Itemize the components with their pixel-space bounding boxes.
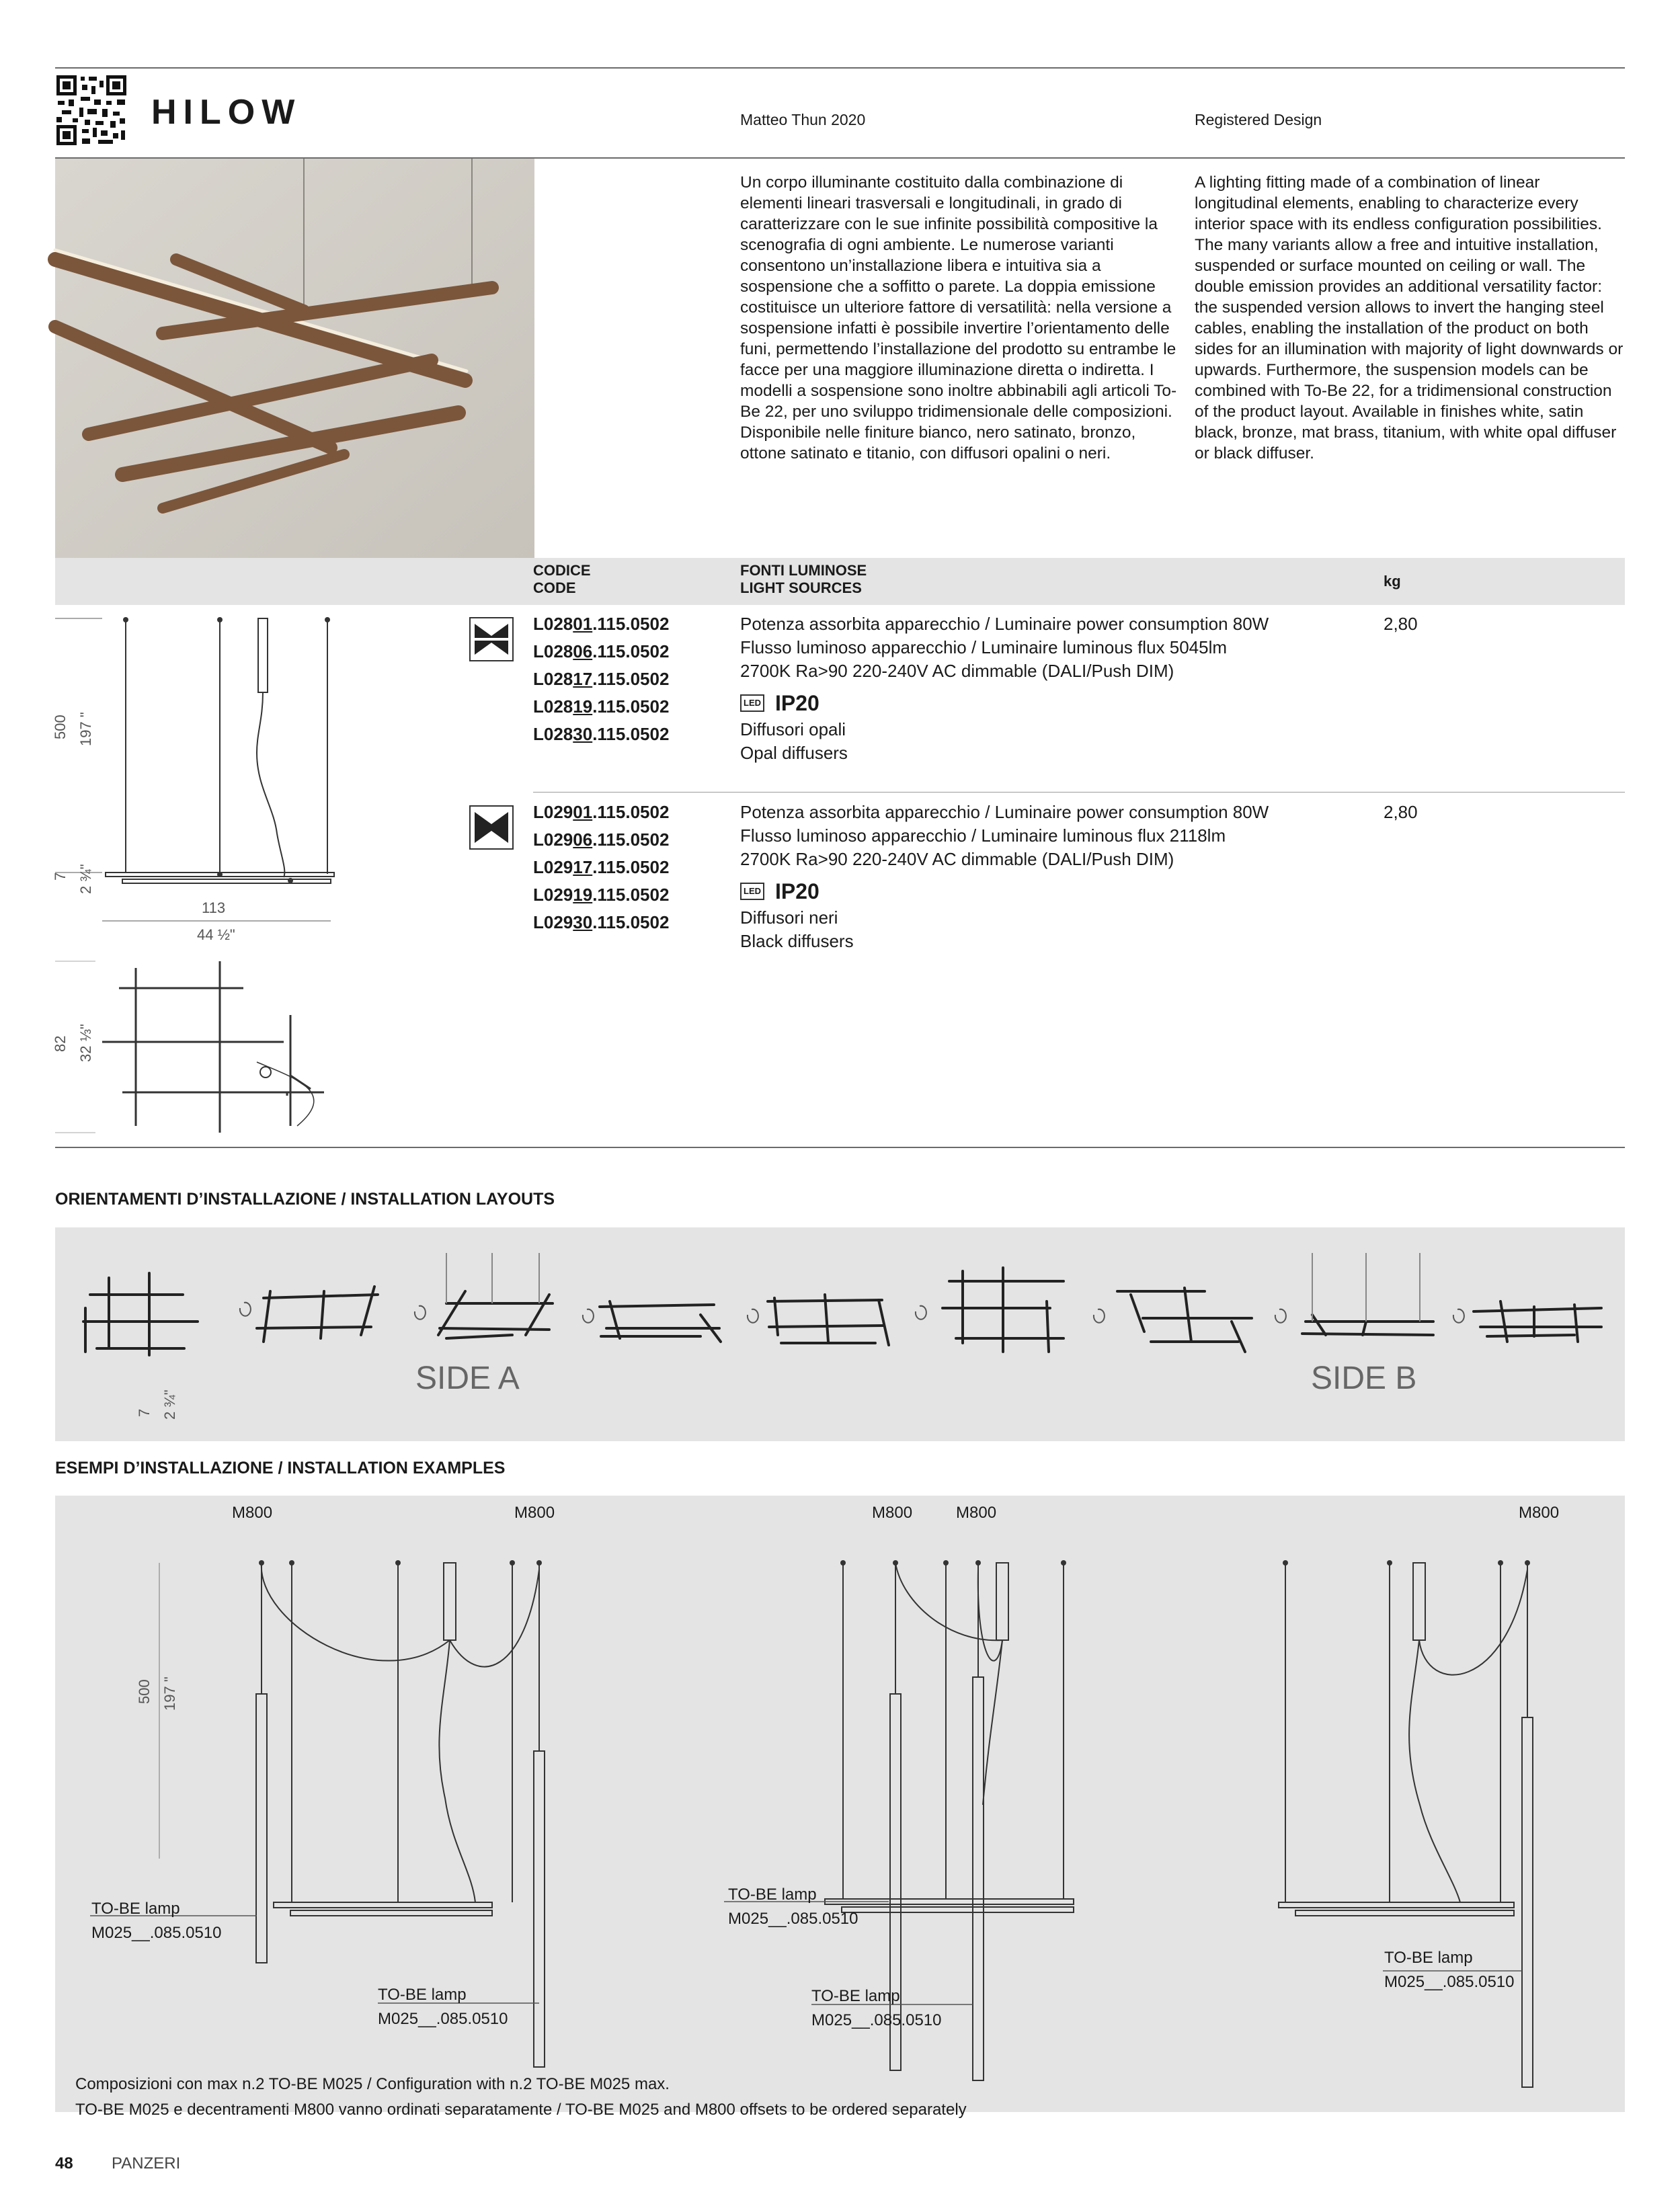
plan-dimension-drawing bbox=[55, 958, 351, 1139]
tobe-callout-5 bbox=[1384, 1946, 1515, 1994]
designer-credit: Matteo Thun 2020 bbox=[740, 111, 866, 128]
dim-width-cm: 113 bbox=[202, 899, 226, 916]
codes-row-2 bbox=[533, 799, 669, 936]
weight-row-2: 2,80 bbox=[1384, 802, 1418, 822]
side-a-label: SIDE A bbox=[415, 1361, 520, 1396]
spec-power: Potenza assorbita apparecchio / Luminaire power consumption 80W bbox=[740, 802, 1269, 822]
offset-label: M800 bbox=[1519, 1504, 1560, 1522]
page-number: 48 bbox=[55, 2154, 73, 2173]
col-source-it: FONTI LUMINOSE bbox=[740, 562, 867, 579]
black-diffuser-icon bbox=[469, 805, 514, 850]
led-icon: LED bbox=[740, 883, 764, 900]
ip-label: IP20 bbox=[775, 879, 819, 903]
code-item: L02930.115.0502 bbox=[533, 912, 670, 932]
offset-label: M800 bbox=[872, 1504, 913, 1522]
footer-brand: PANZERI bbox=[112, 2154, 181, 2173]
code-item: L02806.115.0502 bbox=[533, 641, 670, 661]
spec-power: Potenza assorbita apparecchio / Luminaire power consumption 80W bbox=[740, 614, 1269, 634]
diffuser-en: Opal diffusers bbox=[740, 743, 848, 763]
examples-note-2: TO-BE M025 e decentramenti M800 vanno ordinati separatamente / TO-BE M025 and M800 offsets to be ordered separately bbox=[75, 2101, 967, 2119]
opal-diffuser-icon bbox=[469, 617, 514, 661]
layouts-title: ORIENTAMENTI D’INSTALLAZIONE / INSTALLATION LAYOUTS bbox=[55, 1190, 555, 1209]
col-code-header bbox=[533, 562, 591, 597]
spec-electrical: 2700K Ra>90 220-240V AC dimmable (DALI/Push DIM) bbox=[740, 849, 1174, 869]
qr-code bbox=[55, 74, 128, 147]
tobe-code: M025__.085.0510 bbox=[728, 1910, 858, 1928]
code-item: L02830.115.0502 bbox=[533, 724, 670, 744]
col-code-en: CODE bbox=[533, 579, 576, 596]
tobe-name: TO-BE lamp bbox=[728, 1885, 817, 1904]
ip-rating bbox=[740, 877, 1345, 906]
ex-height-cm: 500 bbox=[136, 1679, 153, 1704]
tobe-name: TO-BE lamp bbox=[1384, 1949, 1473, 1967]
description-italian: Un corpo illuminante costituito dalla combinazione di elementi lineari trasversali e longitudinali, in grado di caratterizzare con le sue infinite possibilità compositive la scenografia di ogni ambiente. Le numerose varianti consentono un’installazione libera e intuitiva sia a sospensione che a soffitto o parete. La doppia emissione costituisce un ulteriore fattore di versatilità: nella versione a sospensione infatti è possibile invertire l’orientamento delle funi, permettendo l’installazione del prodotto su entrambe le facce per una maggiore illuminazione diretta o indiretta. I modelli a sospensione sono inoltre abbinabili agli articoli To-Be 22, per uno sviluppo tridimensionale delle composizioni. Disponibile nelle finiture bianco, nero satinato, bronzo, ottone satinato e titanio, con diffusori opalini o neri. bbox=[740, 173, 1177, 462]
examples-note-1: Composizioni con max n.2 TO-BE M025 / Configuration with n.2 TO-BE M025 max. bbox=[75, 2075, 670, 2093]
ex-height-in: 197 " bbox=[161, 1676, 178, 1711]
dim-thick-cm: 7 bbox=[52, 872, 69, 881]
offset-label: M800 bbox=[232, 1504, 273, 1522]
col-source-header bbox=[740, 562, 867, 597]
tobe-name: TO-BE lamp bbox=[378, 1986, 467, 2004]
tobe-callout-3 bbox=[728, 1883, 858, 1931]
code-item: L02819.115.0502 bbox=[533, 696, 670, 717]
col-weight-header: kg bbox=[1384, 573, 1401, 590]
code-item: L02901.115.0502 bbox=[533, 802, 670, 822]
tobe-name: TO-BE lamp bbox=[91, 1900, 180, 1918]
tobe-callout-2 bbox=[378, 1983, 508, 2031]
tobe-name: TO-BE lamp bbox=[811, 1987, 900, 2005]
diffuser-it: Diffusori neri bbox=[740, 907, 838, 928]
diffuser-it: Diffusori opali bbox=[740, 719, 846, 739]
spec-flux: Flusso luminoso apparecchio / Luminaire luminous flux 5045lm bbox=[740, 637, 1228, 657]
examples-title: ESEMPI D’INSTALLAZIONE / INSTALLATION EXAMPLES bbox=[55, 1459, 506, 1477]
description-english: A lighting fitting made of a combination of linear longitudinal elements, enabling to characterize every interior space with its endless configuration possibilities. The many variants allow a free and intuitive installation, suspended or surface mounted on ceiling or wall. The double emission provides an additional versatility factor: the suspended version allows to invert the hanging steel cables, enabling the installation of the product on both sides for an illumination with majority of light downwards or upwards. Furthermore, the suspension models can be combined with To-Be 22, for a tridimensional construction of the product layout. Available in finishes white, satin black, bronze, mat brass, titanium, with white opal diffuser or black diffuser. bbox=[1195, 173, 1624, 462]
tobe-code: M025__.085.0510 bbox=[1384, 1973, 1515, 1991]
ip-label: IP20 bbox=[775, 690, 819, 715]
offset-label: M800 bbox=[956, 1504, 997, 1522]
ip-rating bbox=[740, 688, 1345, 718]
spec-electrical: 2700K Ra>90 220-240V AC dimmable (DALI/Push DIM) bbox=[740, 661, 1174, 681]
side-dimension-drawing bbox=[55, 605, 351, 941]
col-code-it: CODICE bbox=[533, 562, 591, 579]
spec-flux: Flusso luminoso apparecchio / Luminaire luminous flux 2118lm bbox=[740, 825, 1226, 846]
diffuser-en: Black diffusers bbox=[740, 931, 854, 951]
weight-row-1: 2,80 bbox=[1384, 614, 1418, 634]
dim-height-in: 197 " bbox=[77, 712, 94, 746]
code-item: L02801.115.0502 bbox=[533, 614, 670, 634]
layouts-diagram bbox=[55, 1227, 1625, 1441]
offset-label: M800 bbox=[514, 1504, 555, 1522]
dim-depth-cm: 82 bbox=[52, 1035, 69, 1052]
tobe-code: M025__.085.0510 bbox=[378, 2010, 508, 2028]
registered-design-label: Registered Design bbox=[1195, 111, 1322, 128]
col-source-en: LIGHT SOURCES bbox=[740, 579, 862, 596]
code-item: L02817.115.0502 bbox=[533, 669, 670, 689]
dim-width-in: 44 ½" bbox=[197, 926, 235, 943]
specs-row-1 bbox=[740, 612, 1345, 765]
specs-row-2 bbox=[740, 801, 1345, 953]
tobe-callout-1 bbox=[91, 1897, 222, 1945]
codes-row-1 bbox=[533, 610, 669, 748]
led-icon: LED bbox=[740, 694, 764, 712]
code-item: L02917.115.0502 bbox=[533, 857, 670, 877]
tobe-code: M025__.085.0510 bbox=[811, 2011, 942, 2029]
code-item: L02919.115.0502 bbox=[533, 885, 670, 905]
ex-thick-in: 2 ¾" bbox=[161, 1389, 178, 1420]
dim-height-cm: 500 bbox=[52, 715, 69, 739]
ex-thick-cm: 7 bbox=[136, 1408, 153, 1417]
product-title: HILOW bbox=[151, 93, 302, 132]
dim-depth-in: 32 ⅓" bbox=[77, 1024, 94, 1062]
code-item: L02906.115.0502 bbox=[533, 829, 670, 850]
dim-thick-in: 2 ¾" bbox=[77, 864, 94, 894]
side-b-label: SIDE B bbox=[1311, 1361, 1417, 1396]
tobe-callout-4 bbox=[811, 1984, 942, 2033]
product-photo bbox=[55, 159, 534, 558]
tobe-code: M025__.085.0510 bbox=[91, 1924, 222, 1942]
